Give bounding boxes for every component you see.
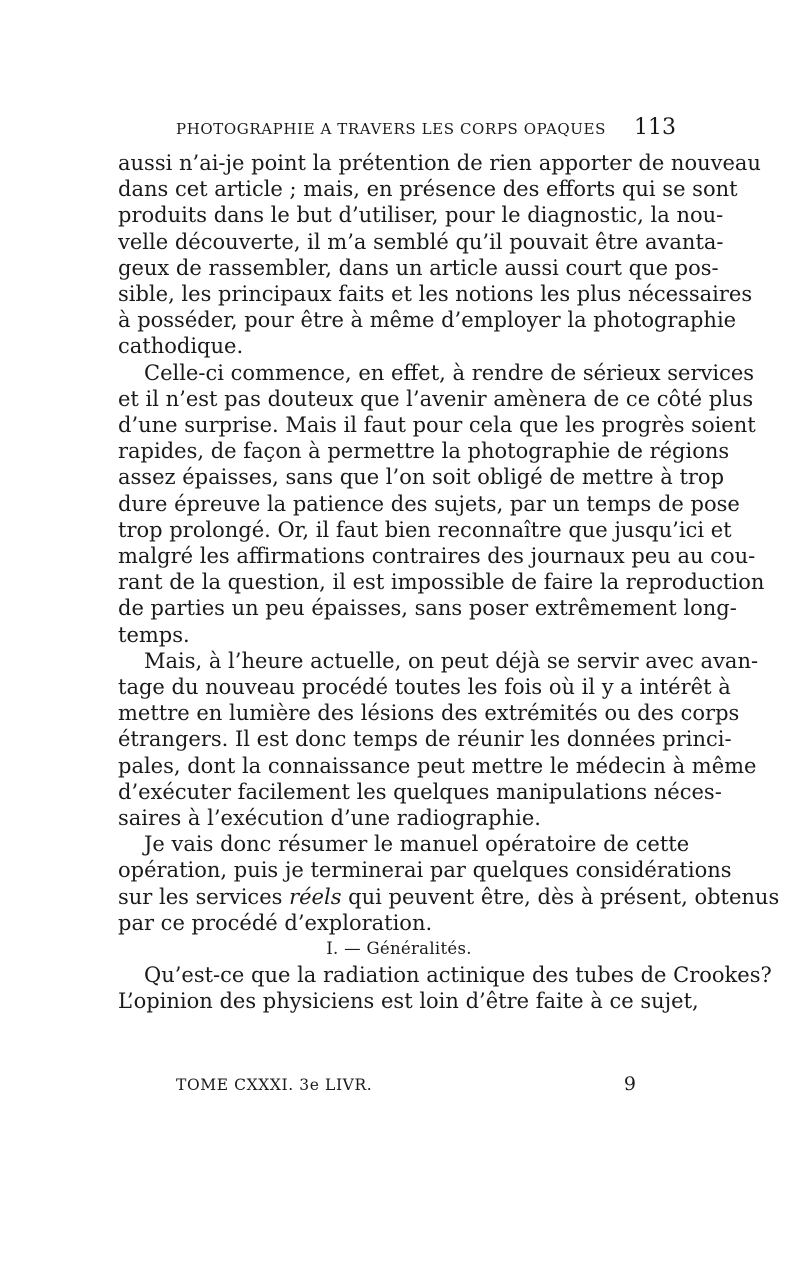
- page-footer: [176, 1073, 636, 1095]
- text-line: opération, puis je terminerai par quelques considérations: [118, 858, 732, 883]
- section-heading: I. — Généralités.: [326, 939, 472, 959]
- text-line: sible, les principaux faits et les notions les plus nécessaires: [118, 282, 753, 307]
- text-line: saires à l’exécution d’une radiographie.: [118, 806, 541, 831]
- text-line: dure épreuve la patience des sujets, par un temps de pose: [118, 491, 740, 516]
- body-text: [118, 150, 780, 1015]
- text-line: Celle-ci commence, en effet, à rendre de sérieux services: [144, 360, 755, 385]
- text-line: assez épaisses, sans que l’on soit obligé de mettre à trop: [118, 465, 725, 490]
- text-line: trop prolongé. Or, il faut bien reconnaître que jusqu’ici et: [118, 517, 732, 542]
- paragraph: [118, 150, 761, 360]
- text-line: L’opinion des physiciens est loin d’être faite à ce sujet,: [118, 989, 699, 1014]
- text-line: produits dans le but d’utiliser, pour le diagnostic, la nou-: [118, 203, 724, 228]
- running-title: PHOTOGRAPHIE A TRAVERS LES CORPS OPAQUES: [176, 120, 606, 138]
- text-line: temps.: [118, 622, 190, 647]
- paragraph: [118, 962, 772, 1014]
- paragraph: [118, 648, 759, 831]
- sheet-signature: 9: [623, 1073, 636, 1095]
- text-line: tage du nouveau procédé toutes les fois où il y a intérêt à: [118, 675, 731, 700]
- text-line: étrangers. Il est donc temps de réunir les données princi-: [118, 727, 732, 752]
- text-line: Mais, à l’heure actuelle, on peut déjà se servir avec avan-: [144, 648, 759, 673]
- text-line: aussi n’ai-je point la prétention de rien apporter de nouveau: [118, 151, 761, 175]
- paragraph: [118, 831, 780, 936]
- text-line: à posséder, pour être à même d’employer la photographie: [118, 308, 737, 333]
- text-line: par ce procédé d’exploration.: [118, 910, 433, 935]
- text-line: rapides, de façon à permettre la photographie de régions: [118, 439, 730, 464]
- text-line: Je vais donc résumer le manuel opératoire de cette: [144, 832, 690, 857]
- text-line: d’exécuter facilement les quelques manipulations néces-: [118, 779, 722, 804]
- text-line: mettre en lumière des lésions des extrémités ou des corps: [118, 701, 740, 726]
- text-line: dans cet article ; mais, en présence des efforts qui se sont: [118, 177, 738, 202]
- text-line: d’une surprise. Mais il faut pour cela que les progrès soient: [118, 413, 756, 438]
- text-line: velle découverte, il m’a semblé qu’il pouvait être avanta-: [118, 229, 724, 254]
- paragraph: [118, 360, 765, 648]
- text-line: Qu’est-ce que la radiation actinique des tubes de Crookes?: [144, 963, 772, 988]
- text-line: cathodique.: [118, 334, 244, 359]
- text-line: rant de la question, il est impossible de faire la reproduction: [118, 570, 765, 595]
- text-line: sur les services réels qui peuvent être, dès à présent, obtenus: [118, 884, 780, 909]
- text-line: et il n’est pas douteux que l’avenir amènera de ce côté plus: [118, 386, 754, 411]
- text-line: pales, dont la connaissance peut mettre le médecin à même: [118, 753, 757, 778]
- running-head: [176, 115, 676, 140]
- emphasis: réels: [289, 884, 342, 909]
- volume-signature: TOME CXXXI. 3e LIVR.: [176, 1076, 373, 1094]
- page-number: 113: [634, 115, 676, 140]
- text-line: de parties un peu épaisses, sans poser extrêmement long-: [118, 596, 737, 621]
- text-line: geux de rassembler, dans un article aussi court que pos-: [118, 255, 719, 280]
- text-line: malgré les affirmations contraires des journaux peu au cou-: [118, 544, 756, 569]
